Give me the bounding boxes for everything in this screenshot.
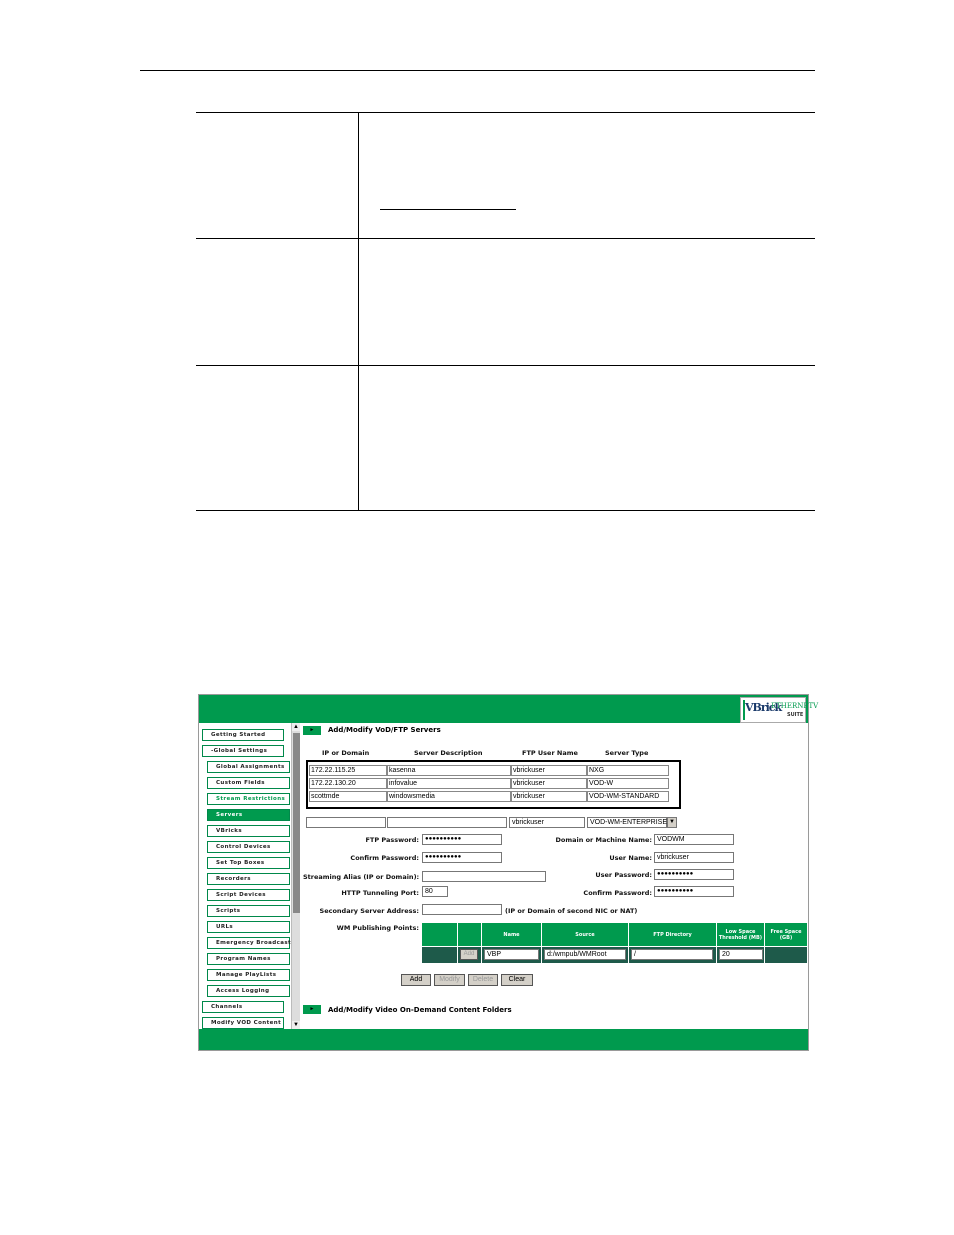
server-row-1-ftp-user[interactable]: vbrickuser xyxy=(511,765,587,776)
wm-add-button[interactable]: Add xyxy=(460,949,478,960)
sidebar-item-vbricks[interactable]: VBricks xyxy=(207,825,290,837)
wm-row-cell-source xyxy=(542,947,629,963)
table-rule-row2 xyxy=(196,365,815,366)
sidebar-scrollbar[interactable] xyxy=(291,723,300,1029)
vbrick-logo xyxy=(740,697,819,723)
wm-header-name: Name xyxy=(482,923,542,946)
dropdown-chevron-down-icon[interactable]: ▼ xyxy=(667,817,677,828)
wm-name-input[interactable]: VBP xyxy=(484,949,539,960)
secondary-server-hint: (IP or Domain of second NIC or NAT) xyxy=(505,907,638,915)
scroll-down-icon[interactable]: ▼ xyxy=(293,1022,299,1028)
server-row-1-type[interactable]: NXG xyxy=(587,765,669,776)
server-row-3-ip[interactable]: scottmde xyxy=(309,791,387,802)
sidebar-item-servers[interactable]: Servers xyxy=(207,809,290,821)
wm-header-ftp-directory: FTP Directory xyxy=(629,923,717,946)
col-header-ip: IP or Domain xyxy=(322,749,370,757)
sidebar-item-urls[interactable]: URLs xyxy=(207,921,290,933)
sidebar-item-manage-playlists[interactable]: Manage PlayLists xyxy=(207,969,290,981)
wm-header-blank-1 xyxy=(422,923,458,946)
sidebar-item-channels[interactable]: Channels xyxy=(202,1001,284,1013)
wm-row-cell-add xyxy=(458,947,482,963)
server-row-2-ftp-user[interactable]: vbrickuser xyxy=(511,778,587,789)
section-title-servers: Add/Modify VoD/FTP Servers xyxy=(328,726,441,734)
sidebar-item-control-devices[interactable]: Control Devices xyxy=(207,841,290,853)
server-type-select[interactable]: VOD-WM-ENTERPRISE xyxy=(587,817,667,828)
sidebar-nav xyxy=(199,723,299,1029)
http-tunneling-port-label: HTTP Tunneling Port: xyxy=(341,889,419,897)
scroll-up-icon[interactable]: ▲ xyxy=(293,724,299,730)
server-row-3-ftp-user[interactable]: vbrickuser xyxy=(511,791,587,802)
section-title-content-folders: Add/Modify Video On-Demand Content Folders xyxy=(328,1006,512,1014)
wm-header-blank-2 xyxy=(458,923,482,946)
new-server-description-input[interactable] xyxy=(387,817,507,828)
footer-bar xyxy=(199,1029,808,1050)
logo-product: ETHERNETV xyxy=(771,702,819,710)
wm-row-cell-free-space xyxy=(765,947,807,963)
confirm-password-label: Confirm Password: xyxy=(350,854,419,862)
new-server-ip-input[interactable] xyxy=(306,817,386,828)
sidebar-item-modify-vod-content[interactable]: Modify VOD Content xyxy=(202,1017,284,1029)
server-row-1-ip[interactable]: 172.22.115.25 xyxy=(309,765,387,776)
col-header-description: Server Description xyxy=(414,749,483,757)
col-header-server-type: Server Type xyxy=(605,749,649,757)
table-rule-top xyxy=(196,112,815,113)
logo-brand: VBrick xyxy=(745,701,782,714)
confirm-user-password-input[interactable]: ●●●●●●●●●● xyxy=(654,886,734,897)
server-row-2-ip[interactable]: 172.22.130.20 xyxy=(309,778,387,789)
wm-row-cell-name xyxy=(482,947,542,963)
sidebar-item-access-logging[interactable]: Access Logging xyxy=(207,985,290,997)
sidebar-item-emergency-broadcast[interactable]: Emergency Broadcast xyxy=(207,937,290,949)
new-server-ftp-user-input[interactable]: vbrickuser xyxy=(509,817,585,828)
server-row-1-description[interactable]: kasenna xyxy=(387,765,511,776)
logo-suite: SUITE xyxy=(787,712,804,718)
sidebar-item-set-top-boxes[interactable]: Set Top Boxes xyxy=(207,857,290,869)
section-arrow-icon[interactable]: ► xyxy=(303,726,321,735)
domain-label: Domain or Machine Name: xyxy=(555,836,652,844)
user-password-label: User Password: xyxy=(595,871,652,879)
wm-publishing-points-label: WM Publishing Points: xyxy=(336,924,419,932)
wm-source-input[interactable]: d:/wmpub/WMRoot xyxy=(544,949,626,960)
ftp-password-input[interactable]: ●●●●●●●●●● xyxy=(422,834,502,845)
sidebar-item-global-settings[interactable]: -Global Settings xyxy=(202,745,284,757)
sidebar-item-custom-fields[interactable]: Custom Fields xyxy=(207,777,290,789)
wm-row-cell-threshold xyxy=(717,947,765,963)
wm-row-cell-ftp-dir xyxy=(629,947,717,963)
underline-mark xyxy=(380,209,516,210)
user-name-label: User Name: xyxy=(609,854,652,862)
secondary-server-label: Secondary Server Address: xyxy=(319,907,419,915)
sidebar-item-getting-started[interactable]: Getting Started xyxy=(202,729,284,741)
user-name-input[interactable]: vbrickuser xyxy=(654,852,734,863)
server-row-2-description[interactable]: infovalue xyxy=(387,778,511,789)
confirm-user-password-label: Confirm Password: xyxy=(583,889,652,897)
header-bar xyxy=(199,695,819,723)
sidebar-item-stream-restrictions[interactable]: Stream Restrictions xyxy=(207,793,290,805)
scroll-thumb[interactable] xyxy=(293,733,300,913)
ftp-password-label: FTP Password: xyxy=(365,836,419,844)
streaming-alias-label: Streaming Alias (IP or Domain): xyxy=(303,873,420,881)
streaming-alias-input[interactable] xyxy=(422,871,546,882)
domain-input[interactable]: VODWM xyxy=(654,834,734,845)
wm-row-cell-blank xyxy=(422,947,458,963)
delete-button[interactable]: Delete xyxy=(468,974,498,986)
application-screenshot xyxy=(198,694,819,1051)
wm-header-source: Source xyxy=(542,923,629,946)
add-button[interactable]: Add xyxy=(401,974,431,986)
sidebar-item-global-assignments[interactable]: Global Assignments xyxy=(207,761,290,773)
section-arrow-icon-2[interactable]: ► xyxy=(303,1005,321,1014)
col-header-ftp-user: FTP User Name xyxy=(522,749,578,757)
server-row-2-type[interactable]: VOD-W xyxy=(587,778,669,789)
server-row-3-description[interactable]: windowsmedia xyxy=(387,791,511,802)
sidebar-item-program-names[interactable]: Program Names xyxy=(207,953,290,965)
modify-button[interactable]: Modify xyxy=(434,974,465,986)
wm-header-low-space: Low Space Threshold (MB) xyxy=(717,923,765,946)
sidebar-item-recorders[interactable]: Recorders xyxy=(207,873,290,885)
secondary-server-input[interactable] xyxy=(422,904,502,915)
clear-button[interactable]: Clear xyxy=(501,974,533,986)
sidebar-item-script-devices[interactable]: Script Devices xyxy=(207,889,290,901)
user-password-input[interactable]: ●●●●●●●●●● xyxy=(654,869,734,880)
wm-ftp-directory-input[interactable]: / xyxy=(631,949,713,960)
table-rule-row1 xyxy=(196,238,815,239)
wm-threshold-input[interactable]: 20 xyxy=(719,949,763,960)
sidebar-item-scripts[interactable]: Scripts xyxy=(207,905,290,917)
http-tunneling-port-input[interactable]: 80 xyxy=(422,886,448,897)
table-rule-bottom xyxy=(196,510,815,511)
wm-header-free-space: Free Space (GB) xyxy=(765,923,807,946)
server-row-3-type[interactable]: VOD-WM-STANDARD xyxy=(587,791,669,802)
table-column-divider xyxy=(358,112,359,510)
header-rule xyxy=(140,70,815,71)
confirm-password-input[interactable]: ●●●●●●●●●● xyxy=(422,852,502,863)
